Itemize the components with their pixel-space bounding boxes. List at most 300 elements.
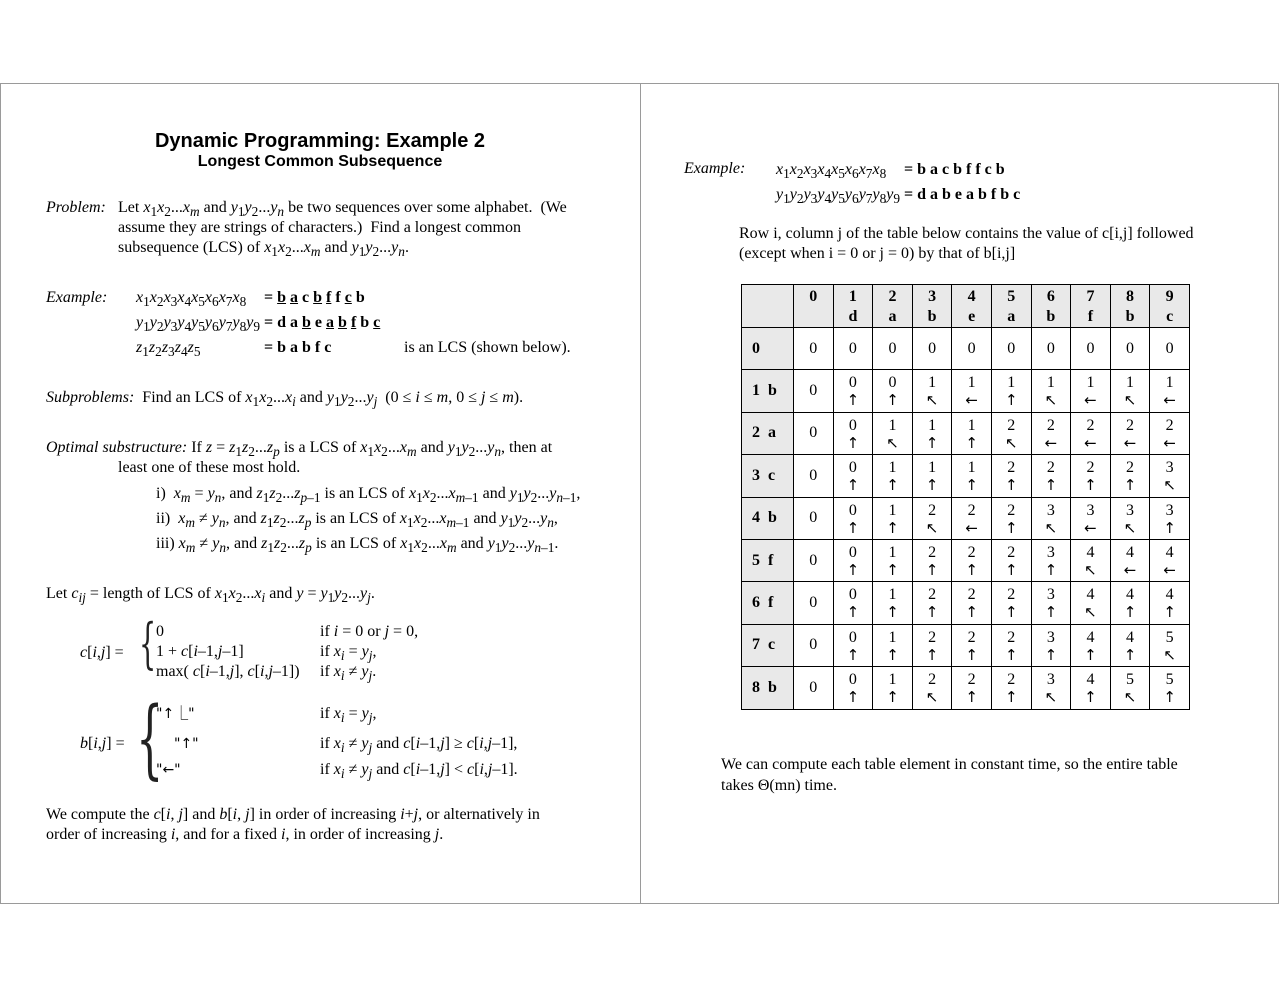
col-char: f: [1087, 308, 1094, 325]
table-cell: [833, 497, 873, 539]
table-cell: [952, 497, 992, 539]
left-arrow-icon: ←: [1163, 433, 1176, 452]
table-cell: [991, 582, 1031, 624]
table-col-header: [873, 285, 913, 328]
table-cell: [1110, 455, 1150, 497]
table-cell: [1110, 582, 1150, 624]
table-cell: [1071, 497, 1111, 539]
cell-value: 0: [848, 416, 857, 434]
cell-value: 3: [1046, 543, 1055, 561]
table-row-header: 5 f: [742, 539, 794, 581]
table-cell: [912, 539, 952, 581]
diagonal-arrow-icon: ↖: [1163, 476, 1176, 495]
col-char: a: [888, 308, 897, 325]
table-row: [742, 624, 1190, 666]
col-number: 4: [967, 288, 976, 305]
up-arrow-icon: ↑: [1163, 688, 1176, 707]
up-arrow-icon: ↑: [886, 391, 899, 410]
cell-value: 4: [1126, 628, 1135, 646]
cell-value: 4: [1086, 671, 1095, 689]
cell-value: 4: [1086, 628, 1095, 646]
left-arrow-icon: ←: [1084, 433, 1097, 452]
table-cell: 0: [873, 328, 913, 370]
up-arrow-icon: ↑: [846, 433, 860, 452]
table-row-header: 6 f: [742, 582, 794, 624]
table-row-header: 2 a: [742, 412, 794, 454]
table-col-header: [1110, 285, 1150, 328]
right-x-seq: $x_1x_2x_3x_4x_5x_6x_7x_8$: [776, 161, 887, 182]
table-cell: 0: [794, 328, 834, 370]
cell-value: 2: [928, 671, 937, 689]
up-arrow-icon: ↑: [846, 518, 860, 537]
table-row: [742, 667, 1190, 709]
col-char: b: [927, 308, 937, 325]
table-cell: [1110, 412, 1150, 454]
cell-value: 2: [1126, 416, 1135, 434]
table-col-header: [991, 285, 1031, 328]
cell-value: 2: [967, 543, 976, 561]
up-arrow-icon: ↑: [886, 603, 899, 622]
cell-value: 2: [1007, 416, 1016, 434]
up-arrow-icon: ↑: [965, 433, 978, 452]
up-arrow-icon: ↑: [886, 645, 899, 664]
lcs-table: [741, 284, 1190, 710]
cell-value: 1: [1126, 374, 1135, 392]
cell-value: 4: [1126, 586, 1135, 604]
table-cell: [833, 412, 873, 454]
b-brace: {: [136, 689, 164, 789]
up-arrow-icon: ↑: [1004, 688, 1018, 707]
table-cell: [1071, 370, 1111, 412]
table-cell: [991, 370, 1031, 412]
table-cell: [1071, 624, 1111, 666]
table-cell: [1071, 412, 1111, 454]
table-cell: 0: [794, 412, 834, 454]
c-case-2-cond: if $x_i = y_j$,: [320, 643, 377, 664]
up-arrow-icon: ↑: [846, 688, 860, 707]
table-cell: [1110, 370, 1150, 412]
c-case-3-expr: max( c[i–1,j], c[i,j–1]): [156, 663, 300, 680]
table-row-header: 4 b: [742, 497, 794, 539]
table-cell: [833, 455, 873, 497]
table-cell: [1110, 667, 1150, 709]
example-y-value: = d a b e a b f b c: [264, 314, 381, 331]
diagonal-arrow-icon: ↖: [925, 391, 939, 410]
subproblems-line: Subproblems: Find an LCS of $x_1x_2...x_i$ and $y_1y_2...y_j$ (0 ≤ i ≤ m, 0 ≤ j ≤ m).: [46, 389, 524, 410]
table-cell: [1150, 582, 1190, 624]
table-row-header: 3 c: [742, 455, 794, 497]
right-footer-line1: We can compute each table element in constant time, so the entire table: [721, 756, 1178, 773]
cell-value: 2: [1007, 543, 1016, 561]
table-cell: [1110, 497, 1150, 539]
col-char: c: [1166, 308, 1174, 325]
diagonal-arrow-icon: ↖: [1123, 518, 1137, 537]
up-arrow-icon: ↑: [1004, 560, 1018, 579]
diagonal-arrow-icon: ↖: [1044, 688, 1058, 707]
table-cell: 0: [912, 328, 952, 370]
left-footer-line2: order of increasing i, and for a fixed i, in order of increasing j.: [46, 826, 444, 843]
cell-value: 2: [1007, 671, 1016, 689]
up-arrow-icon: ↑: [846, 560, 860, 579]
cell-value: 0: [848, 586, 857, 604]
table-cell: [833, 370, 873, 412]
table-row-header: 1 b: [742, 370, 794, 412]
table-cell: [1031, 455, 1071, 497]
b-case-3-expr: "←": [156, 762, 181, 778]
table-row: [742, 539, 1190, 581]
diagonal-arrow-icon: ↖: [925, 518, 939, 537]
table-cell: [873, 497, 913, 539]
cell-value: 1: [928, 459, 937, 477]
example-label-right: Example:: [684, 160, 746, 177]
table-cell: [1031, 370, 1071, 412]
table-cell: [1150, 624, 1190, 666]
col-number: 0: [809, 288, 818, 305]
up-arrow-icon: ↑: [965, 645, 978, 664]
optimal-line1: Optimal substructure: If $z = z_1z_2...z_p$ is a LCS of $x_1x_2...x_m$ and $y_1y_2...y_n$, then at: [46, 439, 553, 460]
cell-value: 2: [1007, 586, 1016, 604]
up-arrow-icon: ↑: [1044, 476, 1058, 495]
table-cell: [1150, 455, 1190, 497]
table-cell: [1031, 624, 1071, 666]
diagonal-arrow-icon: ↖: [925, 688, 939, 707]
right-y-value: = d a b e a b f b c: [904, 186, 1021, 203]
diagonal-arrow-icon: ↖: [1123, 688, 1137, 707]
table-cell: [912, 370, 952, 412]
cell-value: 2: [928, 628, 937, 646]
cell-value: 1: [888, 628, 897, 646]
table-cell: [1071, 455, 1111, 497]
table-cell: [912, 412, 952, 454]
cell-value: 2: [928, 586, 937, 604]
problem-text-line2: assume they are strings of characters.) Find a longest common: [118, 219, 521, 236]
table-cell: 0: [794, 582, 834, 624]
cell-value: 4: [1165, 586, 1174, 604]
table-cell: [1150, 539, 1190, 581]
right-footer-line2: takes Θ(mn) time.: [721, 777, 837, 794]
up-arrow-icon: ↑: [846, 603, 860, 622]
diagonal-arrow-icon: ↖: [1044, 391, 1058, 410]
table-cell: [952, 624, 992, 666]
up-arrow-icon: ↑: [965, 560, 978, 579]
cell-value: 2: [1007, 501, 1016, 519]
cell-value: 3: [1165, 501, 1174, 519]
cell-value: 1: [888, 459, 897, 477]
example-z-value: = b a b f c: [264, 339, 332, 356]
table-cell: [873, 667, 913, 709]
up-arrow-icon: ↑: [925, 603, 939, 622]
diagonal-arrow-icon: ↖: [1163, 645, 1176, 664]
table-cell: 0: [833, 328, 873, 370]
example-x-seq: $x_1x_2x_3x_4x_5x_6x_7x_8$: [136, 289, 247, 310]
col-char: e: [968, 308, 976, 325]
cell-value: 2: [967, 501, 976, 519]
table-row: [742, 582, 1190, 624]
cell-value: 1: [888, 543, 897, 561]
example-label-left: Example:: [46, 289, 108, 306]
table-cell: [912, 667, 952, 709]
cell-value: 5: [1165, 628, 1174, 646]
cell-value: 2: [1086, 416, 1095, 434]
table-cell: [952, 370, 992, 412]
cell-value: 1: [888, 501, 897, 519]
left-arrow-icon: ←: [1044, 433, 1058, 452]
left-arrow-icon: ←: [965, 391, 978, 410]
table-cell: [952, 582, 992, 624]
b-formula-label: b[i,j] =: [80, 735, 125, 752]
up-arrow-icon: ↑: [1044, 560, 1058, 579]
table-col-header: [912, 285, 952, 328]
up-arrow-icon: ↑: [1044, 603, 1058, 622]
up-arrow-icon: ↑: [925, 645, 939, 664]
page-subtitle: Longest Common Subsequence: [197, 153, 443, 170]
cell-value: 2: [1165, 416, 1174, 434]
cell-value: 0: [848, 374, 857, 392]
table-cell: [873, 370, 913, 412]
cell-value: 0: [848, 459, 857, 477]
col-number: 7: [1086, 288, 1095, 305]
table-cell: [991, 624, 1031, 666]
cell-value: 4: [1126, 543, 1135, 561]
problem-text-line3: subsequence (LCS) of $x_1x_2...x_m$ and $y_1y_2...y_n$.: [118, 239, 409, 260]
row-intro-line2: (except when i = 0 or j = 0) by that of b[i,j]: [739, 245, 1016, 262]
table-row-header: 7 c: [742, 624, 794, 666]
up-arrow-icon: ↑: [1163, 603, 1176, 622]
table-cell: [912, 497, 952, 539]
table-cell: [1150, 497, 1190, 539]
left-arrow-icon: ←: [1123, 433, 1137, 452]
up-arrow-icon: ↑: [965, 476, 978, 495]
cell-value: 2: [1007, 628, 1016, 646]
c-case-2-expr: 1 + c[i–1,j–1]: [156, 643, 244, 660]
table-cell: [1150, 667, 1190, 709]
table-row: [742, 412, 1190, 454]
up-arrow-icon: ↑: [1004, 476, 1018, 495]
table-col-header: [1031, 285, 1071, 328]
cell-value: 1: [967, 416, 976, 434]
table-header-row: [742, 285, 1190, 328]
table-cell: 0: [794, 667, 834, 709]
example-x-value: = b a c b f f c b: [264, 289, 365, 306]
table-col-header: [952, 285, 992, 328]
up-arrow-icon: ↑: [1123, 603, 1137, 622]
b-case-2-cond: if $x_i \ne y_j$ and c[i–1,j] ≥ c[i,j–1],: [320, 735, 518, 756]
table-row: [742, 455, 1190, 497]
example-y-seq: $y_1y_2y_3y_4y_5y_6y_7y_8y_9$: [136, 314, 261, 335]
diagonal-arrow-icon: ↖: [1084, 560, 1097, 579]
table-cell: [1071, 667, 1111, 709]
cell-value: 0: [848, 671, 857, 689]
table-cell: 0: [1110, 328, 1150, 370]
cell-value: 2: [928, 543, 937, 561]
page-divider: [640, 83, 641, 904]
cell-value: 4: [1086, 586, 1095, 604]
table-cell: 0: [1031, 328, 1071, 370]
table-col-header: [1071, 285, 1111, 328]
col-char: b: [1125, 308, 1135, 325]
up-arrow-icon: ↑: [846, 645, 860, 664]
up-arrow-icon: ↑: [1004, 518, 1018, 537]
up-arrow-icon: ↑: [1084, 476, 1097, 495]
problem-text-line1: Let $x_1x_2...x_m$ and $y_1y_2...y_n$ be two sequences over some alphabet. (We: [118, 199, 567, 220]
up-arrow-icon: ↑: [965, 688, 978, 707]
cell-value: 1: [928, 374, 937, 392]
cell-value: 5: [1126, 671, 1135, 689]
table-cell: [1031, 667, 1071, 709]
cell-value: 2: [1126, 459, 1135, 477]
right-y-seq: $y_1y_2y_3y_4y_5y_6y_7y_8y_9$: [776, 186, 901, 207]
c-case-1-cond: if i = 0 or j = 0,: [320, 623, 419, 640]
up-arrow-icon: ↑: [1004, 603, 1018, 622]
table-cell: 0: [794, 497, 834, 539]
table-cell: [1031, 412, 1071, 454]
up-arrow-icon: ↑: [846, 391, 860, 410]
table-row-header: 8 b: [742, 667, 794, 709]
up-arrow-icon: ↑: [925, 476, 939, 495]
table-cell: [912, 624, 952, 666]
table-cell: [1031, 582, 1071, 624]
table-cell: [1110, 539, 1150, 581]
cell-value: 3: [1165, 459, 1174, 477]
c-formula-label: c[i,j] =: [80, 644, 124, 661]
table-cell: [1071, 539, 1111, 581]
diagonal-arrow-icon: ↖: [886, 433, 899, 452]
cell-value: 1: [1165, 374, 1174, 392]
cell-value: 3: [1046, 671, 1055, 689]
up-arrow-icon: ↑: [886, 476, 899, 495]
cell-value: 5: [1165, 671, 1174, 689]
page-title: Dynamic Programming: Example 2: [154, 130, 486, 152]
col-number: 2: [888, 288, 897, 305]
b-case-2-expr: "↑": [174, 736, 199, 752]
cell-value: 4: [1165, 543, 1174, 561]
table-cell: [873, 624, 913, 666]
cell-value: 4: [1086, 543, 1095, 561]
cell-value: 0: [848, 628, 857, 646]
table-cell: 0: [794, 624, 834, 666]
right-x-value: = b a c b f f c b: [904, 161, 1005, 178]
cell-value: 0: [848, 543, 857, 561]
table-cell: [873, 412, 913, 454]
table-corner: [742, 285, 794, 328]
cell-value: 0: [848, 501, 857, 519]
up-arrow-icon: ↑: [846, 476, 860, 495]
cell-value: 2: [967, 586, 976, 604]
up-arrow-icon: ↑: [886, 688, 899, 707]
table-row: [742, 370, 1190, 412]
up-arrow-icon: ↑: [1084, 645, 1097, 664]
table-cell: [991, 497, 1031, 539]
left-arrow-icon: ←: [1084, 518, 1097, 537]
diagonal-arrow-icon: ↖: [1044, 518, 1058, 537]
table-cell: [1031, 539, 1071, 581]
cell-value: 1: [1046, 374, 1055, 392]
table-cell: [952, 539, 992, 581]
cell-value: 2: [1086, 459, 1095, 477]
cell-value: 2: [928, 501, 937, 519]
left-arrow-icon: ←: [1123, 560, 1137, 579]
table-cell: [952, 667, 992, 709]
up-arrow-icon: ↑: [1084, 688, 1097, 707]
table-cell: 0: [794, 370, 834, 412]
col-number: 1: [848, 288, 857, 305]
table-cell: [873, 455, 913, 497]
cell-value: 1: [1007, 374, 1016, 392]
up-arrow-icon: ↑: [886, 560, 899, 579]
optimal-line2: least one of these most hold.: [118, 459, 301, 476]
cell-value: 1: [888, 416, 897, 434]
diagonal-arrow-icon: ↖: [1004, 433, 1018, 452]
cell-value: 1: [967, 459, 976, 477]
diagonal-arrow-icon: ↖: [1084, 603, 1097, 622]
left-arrow-icon: ←: [1163, 560, 1176, 579]
table-cell: 0: [991, 328, 1031, 370]
table-row: [742, 497, 1190, 539]
table-cell: [833, 582, 873, 624]
cell-value: 2: [1046, 459, 1055, 477]
col-number: 5: [1007, 288, 1016, 305]
c-brace: {: [139, 612, 157, 675]
let-c-line: Let $c_{ij}$ = length of LCS of $x_1x_2...x_i$ and $y = y_1y_2...y_j$.: [46, 585, 375, 606]
col-char: a: [1007, 308, 1016, 325]
table-cell: [991, 667, 1031, 709]
cell-value: 1: [1086, 374, 1095, 392]
cell-value: 3: [1046, 628, 1055, 646]
table-cell: 0: [952, 328, 992, 370]
col-char: d: [848, 308, 858, 325]
c-case-3-cond: if $x_i \ne y_j$.: [320, 663, 377, 684]
problem-label: Problem:: [46, 199, 106, 216]
table-cell: 0: [1150, 328, 1190, 370]
up-arrow-icon: ↑: [1004, 645, 1018, 664]
diagonal-arrow-icon: ↖: [1123, 391, 1137, 410]
up-arrow-icon: ↑: [1044, 645, 1058, 664]
cell-value: 3: [1046, 586, 1055, 604]
example-z-seq: $z_1z_2z_3z_4z_5$: [136, 339, 201, 360]
table-cell: [991, 412, 1031, 454]
col-number: 3: [928, 288, 937, 305]
cell-value: 2: [967, 628, 976, 646]
left-arrow-icon: ←: [1163, 391, 1176, 410]
left-arrow-icon: ←: [965, 518, 978, 537]
table-cell: [952, 412, 992, 454]
example-lcs-note: is an LCS (shown below).: [404, 339, 571, 356]
table-cell: 0: [1071, 328, 1111, 370]
cell-value: 2: [1046, 416, 1055, 434]
table-row: [742, 328, 1190, 370]
b-case-3-cond: if $x_i \ne y_j$ and c[i–1,j] < c[i,j–1].: [320, 761, 518, 782]
table-col-header: [833, 285, 873, 328]
table-cell: [833, 624, 873, 666]
table-cell: [991, 455, 1031, 497]
up-arrow-icon: ↑: [1123, 476, 1137, 495]
cell-value: 2: [1007, 459, 1016, 477]
b-case-1-expr: "↑⎿": [156, 706, 195, 722]
col-number: 8: [1126, 288, 1135, 305]
up-arrow-icon: ↑: [925, 433, 939, 452]
table-cell: [1031, 497, 1071, 539]
b-case-1-cond: if $x_i = y_j$,: [320, 705, 377, 726]
cell-value: 2: [967, 671, 976, 689]
cell-value: 1: [888, 586, 897, 604]
table-cell: [912, 455, 952, 497]
up-arrow-icon: ↑: [1123, 645, 1137, 664]
cell-value: 0: [888, 374, 897, 392]
cell-value: 1: [888, 671, 897, 689]
cell-value: 1: [967, 374, 976, 392]
cell-value: 3: [1126, 501, 1135, 519]
left-footer-line1: We compute the c[i, j] and b[i, j] in order of increasing i+j, or alternatively in: [46, 806, 540, 823]
